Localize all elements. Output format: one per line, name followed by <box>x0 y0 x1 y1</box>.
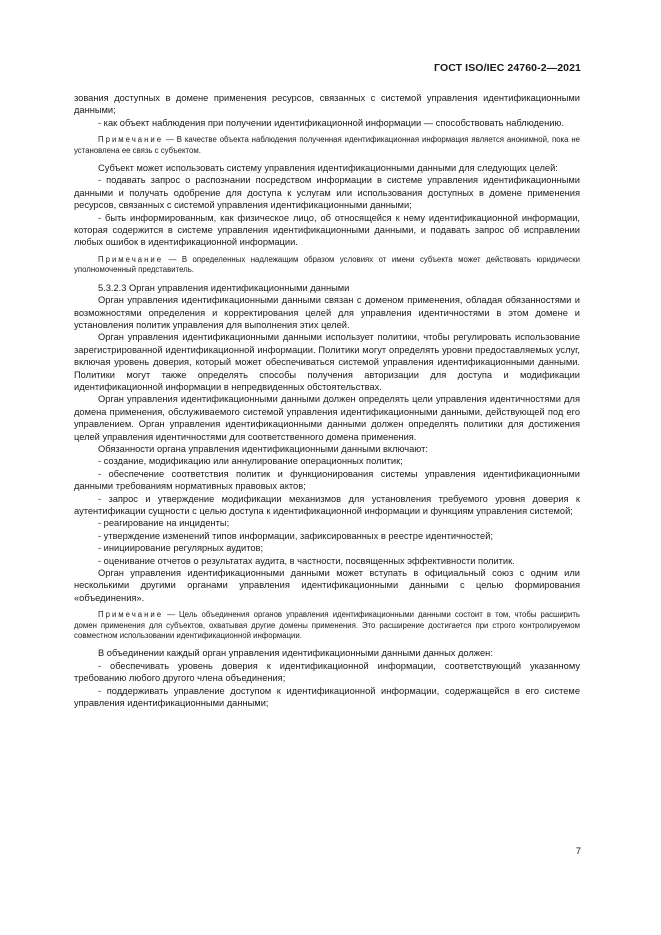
paragraph: Орган управления идентификационными данными использует политики, чтобы регулировать использование зарегистрированной идентификационной информации. Политики могут определять уровни предоставляемых услуг, включая уровень доверия, который может обеспечиваться системой управления идентификационными данными. Политики могут также определять способы получения авторизации для доступа и модификации идентификационной информации в непредвиденных обстоятельствах. <box>74 332 580 392</box>
note-text: — В определенных надлежащим образом условиях от имени субъекта может действовать юридически уполномоченный представитель. <box>74 254 580 275</box>
page-number: 7 <box>575 846 581 857</box>
note-label: Примечание <box>98 254 164 264</box>
section-title: 5.3.2.3 Орган управления идентификационными данными <box>98 282 350 293</box>
list-item: - обеспечивать уровень доверия к идентификационной информации, соответствующий указанному требованию любого другого члена объединения; <box>74 660 580 684</box>
paragraph: В объединении каждый орган управления идентификационными данными данных должен: <box>98 648 493 659</box>
list-item: - как объект наблюдения при получении идентификационной информации — способствовать наблюдению. <box>98 117 564 128</box>
paragraph: Орган управления идентификационными данными может вступать в официальный союз с одним или несколькими другими органами управления идентификационными данными с целью формирования «объединения». <box>74 568 580 603</box>
note-label: Примечание <box>98 610 164 620</box>
paragraph: Обязанности органа управления идентификационными данными включают: <box>98 443 428 454</box>
paragraph: Орган управления идентификационными данными должен определять цели управления идентичностями для домена применения, обслуживаемого системой управления идентификационными данными, действующей под его управлением. Орган управления идентификационными данными должен определять политики для достижения целей управления идентичностями для соответственного домена применения. <box>74 394 580 442</box>
list-item: - подавать запрос о распознании посредством информации в системе управления идентификационными данными и получать одобрение для доступа к услугам или использования доступных в домене применения ресурсов, связанных с системой управления идентификационными данными; <box>74 175 580 211</box>
list-item: - быть информированным, как физическое лицо, об относящейся к нему идентификационной информации, которая содержится в системе управления идентификационными данными, и подавать запрос об исправлении любых ошибок в идентификационной информации. <box>74 212 580 248</box>
list-item: - инициирование регулярных аудитов; <box>98 543 264 554</box>
list-item: - обеспечение соответствия политик и функционирования системы управления идентификационными данными требованиям нормативных правовых актов; <box>74 468 580 492</box>
note <box>74 255 580 276</box>
note <box>74 610 580 641</box>
list-item: - запрос и утверждение модификации механизмов для установления требуемого уровня доверия к аутентификации сущности с целью доступа к идентификационной информации и функциям управления системой; <box>74 493 580 516</box>
page-body <box>74 92 580 710</box>
list-item: - утверждение изменений типов информации, зафиксированных в реестре идентичностей; <box>98 530 493 541</box>
note-text: — Цель объединения органов управления идентификационными данными состоит в том, чтобы расширить домен применения для субъектов, охватывая другие домены применения. Это расширение достигается при строго контролируемом совместном использовании идентификационной информации. <box>74 610 580 641</box>
document-header: ГОСТ ISO/IEC 24760-2—2021 <box>434 62 581 74</box>
note-text: — В качестве объекта наблюдения полученная идентификационная информация является анонимной, пока не установлена ее связь с субъектом. <box>74 135 580 155</box>
list-item: - поддерживать управление доступом к идентификационной информации, содержащейся в его системе управления идентификационными данными; <box>74 685 580 709</box>
list-item: - реагирование на инциденты; <box>98 518 230 529</box>
note-label: Примечание <box>98 135 164 145</box>
paragraph: Субъект может использовать систему управления идентификационными данными для следующих целей: <box>98 163 558 174</box>
list-item: - оценивание отчетов о результатах аудита, в частности, посвященных эффективности политик. <box>98 555 515 566</box>
note <box>74 135 580 156</box>
paragraph: Орган управления идентификационными данными связан с доменом применения, обладая обязанностями и возможностями определения и корректирования целей для управления идентичностями в этом домене и установления политик управления для выполнения этих целей. <box>74 295 580 330</box>
paragraph: зования доступных в домене применения ресурсов, связанных с системой управления идентификационными данными; <box>74 93 580 116</box>
list-item: - создание, модификацию или аннулирование операционных политик; <box>98 456 403 467</box>
